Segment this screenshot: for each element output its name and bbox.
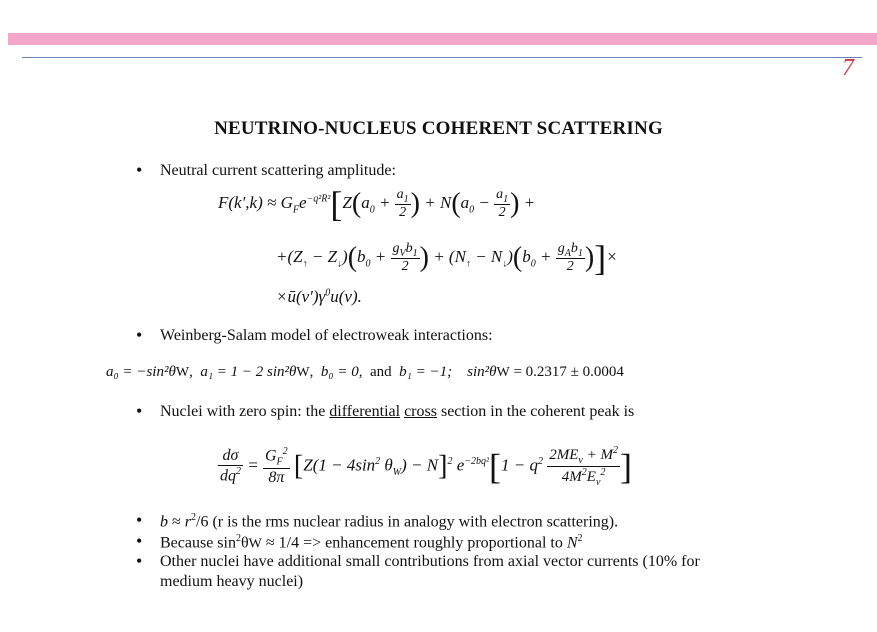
page-number: 7 bbox=[842, 55, 854, 81]
bullet-amplitude-text: Neutral current scattering amplitude: bbox=[160, 162, 396, 179]
ws-a1: a₁ = 1 − 2 sin²θ bbox=[200, 364, 297, 380]
bullet-dot: • bbox=[136, 401, 143, 421]
bullet-zero-spin-post: section in the coherent peak is bbox=[436, 403, 635, 420]
header-rule bbox=[22, 57, 862, 58]
bullet-weinberg-text: Weinberg-Salam model of electroweak interactions: bbox=[160, 327, 493, 344]
bullet-zero-spin bbox=[136, 401, 635, 421]
ws-value: = 0.2317 ± 0.0004 bbox=[513, 364, 624, 380]
bullet-other-nuclei-cont bbox=[160, 573, 303, 591]
bullet-dot: • bbox=[136, 510, 143, 530]
ws-and: and bbox=[369, 364, 392, 380]
bullet-dot: • bbox=[136, 551, 143, 571]
ws-parameters: a₀ = −sin²θW, a₁ = 1 − 2 sin²θW, b₀ = 0, and b₁ = −1; sin²θW = 0.2317 ± 0.0004 bbox=[106, 364, 624, 380]
bullet-b-radius-text: (r is the rms nuclear radius in analogy with electron scattering). bbox=[208, 513, 619, 531]
bullet-other-nuclei-line1: Other nuclei have additional small contributions from axial vector currents (10% for bbox=[160, 553, 700, 570]
bullet-amplitude bbox=[136, 160, 396, 180]
page-title: NEUTRINO-NUCLEUS COHERENT SCATTERING bbox=[214, 118, 663, 139]
cross-section-eq: $\frac{d\sigma}{dq^2}$ = $\frac{G_F^2}{8\pi}$ [$Z(1 - 4\sin^2$ $\theta_W) - N]^2$ $e^{-2bq^2}[1 - q^2$ $\frac{2ME_\nu + M^2}{4M^2E_\nu^2}$ ] bbox=[220, 445, 632, 488]
bullet-dot: • bbox=[136, 531, 143, 551]
bullet-b-radius: • $b \approx r^2/6$ (r is the rms nuclear radius in analogy with electron scattering). bbox=[136, 510, 619, 531]
bullet-other-nuclei bbox=[136, 551, 700, 571]
bullet-zero-spin-u1: differential bbox=[329, 403, 401, 420]
ws-a0: a₀ = −sin²θ bbox=[106, 364, 176, 380]
bullet-weinberg bbox=[136, 325, 493, 345]
bullet-dot: • bbox=[136, 160, 143, 180]
bullet-zero-spin-u2: cross bbox=[404, 403, 437, 420]
bullet-enhancement-mid: ≈ 1/4 => enhancement roughly proportional to bbox=[261, 534, 567, 552]
bullet-enhancement: • Because $\sin^2\theta W \approx 1/4$ => enhancement roughly proportional to $N^2$ bbox=[136, 531, 583, 552]
amplitude-eq-line2: $+(Z_↑ - Z_↓)(b_0$ + $\frac{g_Vb_1}{2}$ ) + $(N_↑ - N_↓)(b_0$ + $\frac{g_Ab_1}{2}$ )]× bbox=[276, 238, 618, 278]
ws-b0: b₀ = 0, bbox=[320, 364, 363, 380]
bullet-dot: • bbox=[136, 325, 143, 345]
bullet-enhancement-pre: Because sin bbox=[160, 534, 236, 552]
ws-b1: b₁ = −1; bbox=[399, 364, 453, 380]
header-bar bbox=[8, 33, 877, 45]
ws-sin: sin²θ bbox=[467, 364, 497, 380]
bullet-other-nuclei-line2: medium heavy nuclei) bbox=[160, 573, 304, 590]
amplitude-eq-line3: $\times ū(v')\gamma^0u(v)$. bbox=[276, 287, 362, 306]
amplitude-eq-line1: $F(k',k) \approx G_Fe^{-q^2R^2}[Z(a_0$ + $\frac{a_1}{2}$ ) + $N(a_0$ − $\frac{a_1}{2}$ ) + bbox=[218, 184, 536, 224]
bullet-zero-spin-pre: Nuclei with zero spin: the bbox=[160, 403, 330, 420]
